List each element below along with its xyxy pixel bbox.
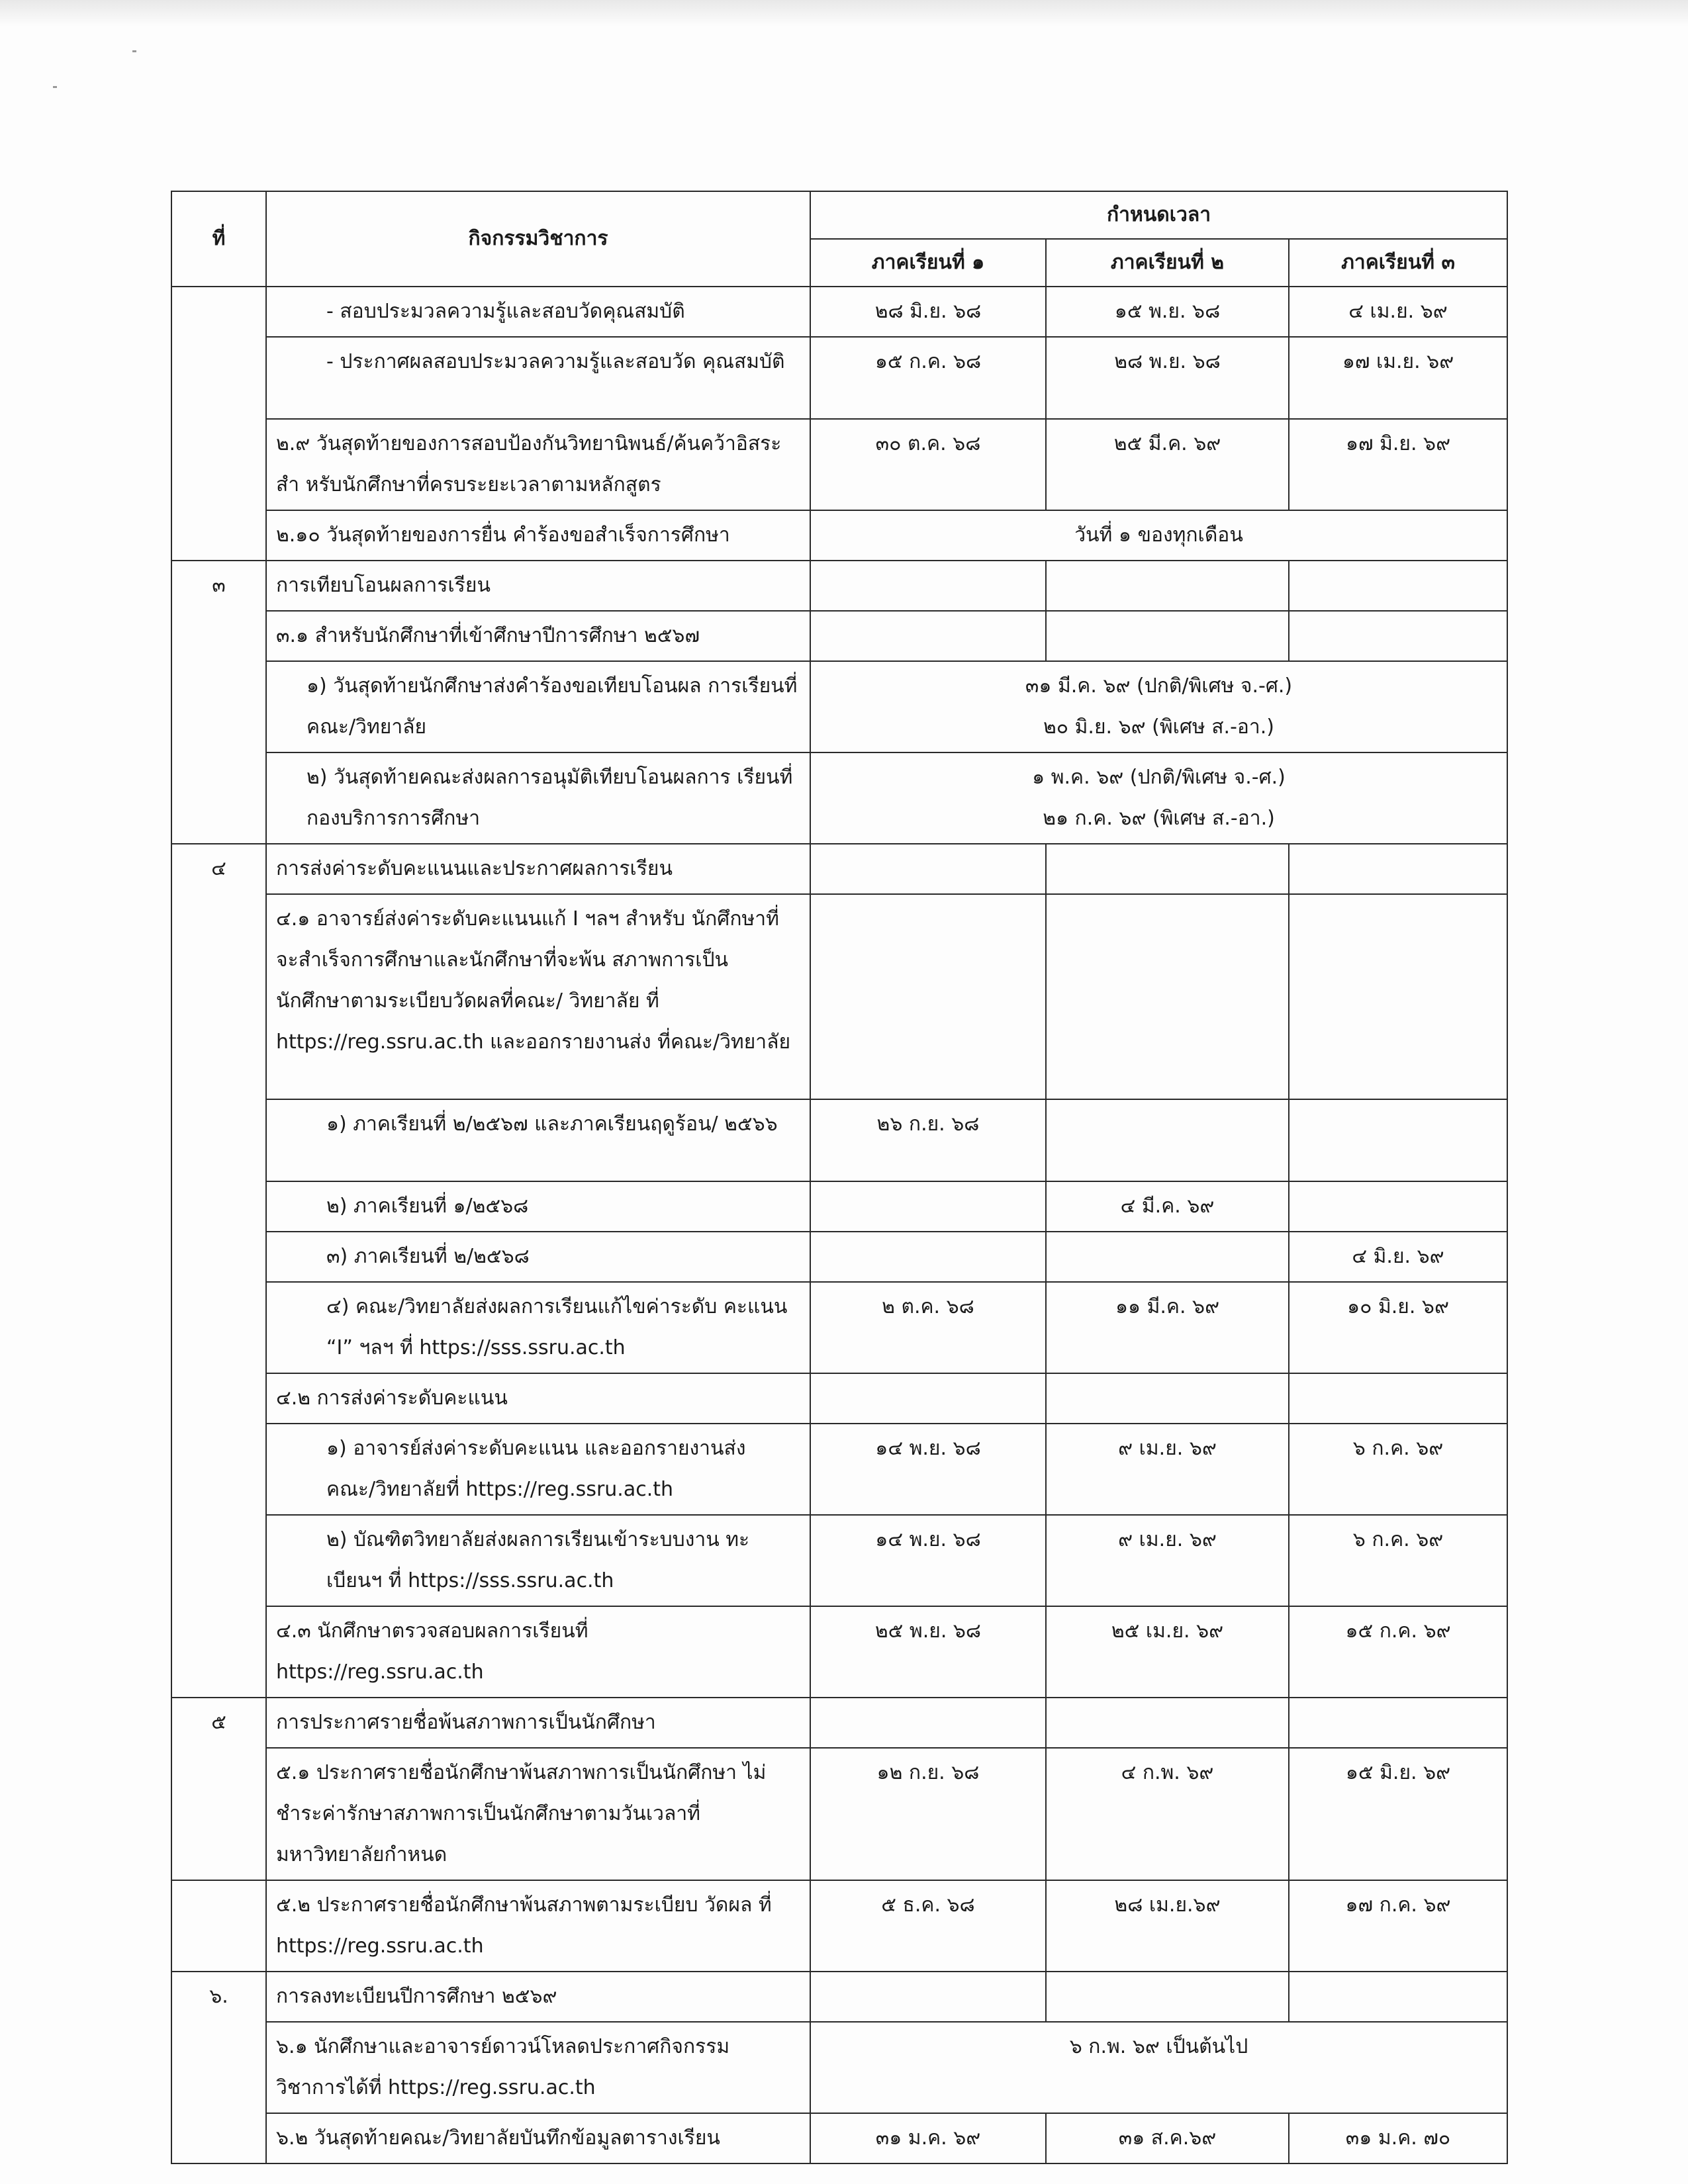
section-no: ๓ [171, 561, 266, 844]
table-row [171, 2022, 1507, 2113]
empty-cell [1289, 1972, 1507, 2022]
table-row [171, 1880, 1507, 1972]
term1-date: ๒๖ ก.ย. ๖๘ [810, 1099, 1046, 1181]
section-row [171, 844, 1507, 894]
section-title: การลงทะเบียนปีการศึกษา ๒๕๖๙ [266, 1972, 810, 2022]
activity-cell: - ประกาศผลสอบประมวลความรู้และสอบวัด คุณสมบัติ [266, 337, 810, 419]
empty-cell [1046, 894, 1289, 1099]
section-no: ๔ [171, 844, 266, 1698]
activity-cell: ๔) คณะ/วิทยาลัยส่งผลการเรียนแก้ไขค่าระดับ คะแนน “I” ฯลฯ ที่ https://sss.ssru.ac.th [266, 1282, 810, 1373]
term1-date: ๒๘ มิ.ย. ๖๘ [810, 287, 1046, 337]
empty-cell [1289, 561, 1507, 611]
table-row [171, 1282, 1507, 1373]
empty-cell [1289, 611, 1507, 661]
term3-date: ๑๗ มิ.ย. ๖๙ [1289, 419, 1507, 510]
empty-cell [810, 894, 1046, 1099]
term1-date: ๓๑ ม.ค. ๖๙ [810, 2113, 1046, 2163]
activity-cell: - สอบประมวลความรู้และสอบวัดคุณสมบัติ [266, 287, 810, 337]
merged-date-line: ๑ พ.ค. ๖๙ (ปกติ/พิเศษ จ.-ศ.) [1032, 766, 1286, 789]
empty-cell [1289, 894, 1507, 1099]
empty-cell [1289, 1698, 1507, 1748]
term2-date: ๑๕ พ.ย. ๖๘ [1046, 287, 1289, 337]
header-activity: กิจกรรมวิชาการ [266, 191, 810, 287]
section-title: การเทียบโอนผลการเรียน [266, 561, 810, 611]
activity-cell: ๑) อาจารย์ส่งค่าระดับคะแนน และออกรายงานส่ง คณะ/วิทยาลัยที่ https://reg.ssru.ac.th [266, 1424, 810, 1515]
section-no: ๖. [171, 1972, 266, 2163]
section-title: การส่งค่าระดับคะแนนและประกาศผลการเรียน [266, 844, 810, 894]
header-term1: ภาคเรียนที่ ๑ [810, 239, 1046, 287]
merged-date [810, 661, 1507, 752]
empty-cell [1289, 1373, 1507, 1424]
term3-date: ๑๕ มิ.ย. ๖๙ [1289, 1748, 1507, 1880]
activity-cell: ๑) ภาคเรียนที่ ๒/๒๕๖๗ และภาคเรียนฤดูร้อน/ ๒๕๖๖ [266, 1099, 810, 1181]
term2-date: ๓๑ ส.ค.๖๙ [1046, 2113, 1289, 2163]
section-row [171, 1698, 1507, 1748]
empty-cell [1046, 561, 1289, 611]
table-row [171, 419, 1507, 510]
activity-cell: ๔.๑ อาจารย์ส่งค่าระดับคะแนนแก้ I ฯลฯ สำหรับ นักศึกษาที่จะสำเร็จการศึกษาและนักศึกษาที่จะพ้น สภาพการเป็นนักศึกษาตามระเบียบวัดผลที่คณะ/ วิทยาลัย ที่ https://reg.ssru.ac.th และออกรายงานส่ง ที่คณะ/วิทยาลัย [266, 894, 810, 1099]
activity-cell: ๖.๒ วันสุดท้ายคณะ/วิทยาลัยบันทึกข้อมูลตารางเรียน [266, 2113, 810, 2163]
merged-date: ๖ ก.พ. ๖๙ เป็นต้นไป [810, 2022, 1507, 2113]
term1-date: ๒๕ พ.ย. ๖๘ [810, 1606, 1046, 1698]
empty-cell [1289, 844, 1507, 894]
term3-date: ๓๑ ม.ค. ๗๐ [1289, 2113, 1507, 2163]
header-row [171, 191, 1507, 239]
term1-date: ๓๐ ต.ค. ๖๘ [810, 419, 1046, 510]
section-no-cell [171, 1880, 266, 1972]
activity-cell: ๕.๒ ประกาศรายชื่อนักศึกษาพ้นสภาพตามระเบียบ วัดผล ที่ https://reg.ssru.ac.th [266, 1880, 810, 1972]
table-row [171, 2113, 1507, 2163]
term3-date: ๑๐ มิ.ย. ๖๙ [1289, 1282, 1507, 1373]
table-row [171, 287, 1507, 337]
term1-date: ๑๕ ก.ค. ๖๘ [810, 337, 1046, 419]
term2-date: ๔ ก.พ. ๖๙ [1046, 1748, 1289, 1880]
empty-cell [810, 1373, 1046, 1424]
empty-cell [810, 844, 1046, 894]
term3-date: ๑๕ ก.ค. ๖๙ [1289, 1606, 1507, 1698]
scan-top-shadow [0, 0, 1688, 26]
scan-speck [132, 50, 136, 52]
merged-date-line: ๓๑ มี.ค. ๖๙ (ปกติ/พิเศษ จ.-ศ.) [1025, 674, 1293, 698]
term1-date: ๑๔ พ.ย. ๖๘ [810, 1424, 1046, 1515]
section-no-cell [171, 287, 266, 561]
empty-cell [810, 561, 1046, 611]
activity-cell: ๒) วันสุดท้ายคณะส่งผลการอนุมัติเทียบโอนผลการ เรียนที่กองบริการการศึกษา [266, 752, 810, 844]
empty-cell [1046, 1373, 1289, 1424]
table-row [171, 661, 1507, 752]
term2-date: ๙ เม.ย. ๖๙ [1046, 1515, 1289, 1606]
term3-date: ๖ ก.ค. ๖๙ [1289, 1515, 1507, 1606]
empty-cell [1046, 611, 1289, 661]
table-row [171, 337, 1507, 419]
term2-date: ๒๘ เม.ย.๖๙ [1046, 1880, 1289, 1972]
merged-date-line: ๒๐ มิ.ย. ๖๙ (พิเศษ ส.-อา.) [1043, 715, 1275, 739]
empty-cell [1289, 1181, 1507, 1232]
term1-date: ๑๔ พ.ย. ๖๘ [810, 1515, 1046, 1606]
table-row [171, 611, 1507, 661]
table-row [171, 752, 1507, 844]
activity-cell: ๔.๒ การส่งค่าระดับคะแนน [266, 1373, 810, 1424]
academic-calendar-table [171, 191, 1508, 2164]
term2-date: ๙ เม.ย. ๖๙ [1046, 1424, 1289, 1515]
activity-cell: ๒) บัณฑิตวิทยาลัยส่งผลการเรียนเข้าระบบงาน ทะเบียนฯ ที่ https://sss.ssru.ac.th [266, 1515, 810, 1606]
table-row [171, 1424, 1507, 1515]
empty-cell [1046, 1698, 1289, 1748]
term1-date: ๕ ธ.ค. ๖๘ [810, 1880, 1046, 1972]
term2-date: ๑๑ มี.ค. ๖๙ [1046, 1282, 1289, 1373]
term3-date: ๔ เม.ย. ๖๙ [1289, 287, 1507, 337]
scan-speck [53, 86, 57, 88]
table-row [171, 1515, 1507, 1606]
activity-cell: ๔.๓ นักศึกษาตรวจสอบผลการเรียนที่ https://reg.ssru.ac.th [266, 1606, 810, 1698]
section-row [171, 561, 1507, 611]
activity-cell: ๖.๑ นักศึกษาและอาจารย์ดาวน์โหลดประกาศกิจกรรม วิชาการได้ที่ https://reg.ssru.ac.th [266, 2022, 810, 2113]
merged-date [810, 752, 1507, 844]
table-row [171, 1181, 1507, 1232]
activity-cell: ๒.๙ วันสุดท้ายของการสอบป้องกันวิทยานิพนธ์/ค้นคว้าอิสระสำ หรับนักศึกษาที่ครบระยะเวลาตามหลักสูตร [266, 419, 810, 510]
section-no: ๕ [171, 1698, 266, 1880]
term3-date: ๑๗ ก.ค. ๖๙ [1289, 1880, 1507, 1972]
table-row [171, 510, 1507, 561]
header-term3: ภาคเรียนที่ ๓ [1289, 239, 1507, 287]
table-row [171, 1606, 1507, 1698]
term1-date: ๒ ต.ค. ๖๘ [810, 1282, 1046, 1373]
section-title: การประกาศรายชื่อพ้นสภาพการเป็นนักศึกษา [266, 1698, 810, 1748]
activity-cell: ๓.๑ สำหรับนักศึกษาที่เข้าศึกษาปีการศึกษา ๒๕๖๗ [266, 611, 810, 661]
term3-date: ๑๗ เม.ย. ๖๙ [1289, 337, 1507, 419]
empty-cell [810, 1232, 1046, 1282]
empty-cell [1046, 1972, 1289, 2022]
empty-cell [1046, 1232, 1289, 1282]
header-term2: ภาคเรียนที่ ๒ [1046, 239, 1289, 287]
term3-date: ๖ ก.ค. ๖๙ [1289, 1424, 1507, 1515]
empty-cell [810, 611, 1046, 661]
merged-date: วันที่ ๑ ของทุกเดือน [810, 510, 1507, 561]
activity-cell: ๓) ภาคเรียนที่ ๒/๒๕๖๘ [266, 1232, 810, 1282]
empty-cell [810, 1181, 1046, 1232]
merged-date-line: ๒๑ ก.ค. ๖๙ (พิเศษ ส.-อา.) [1043, 807, 1275, 830]
table-row [171, 1373, 1507, 1424]
activity-cell: ๒) ภาคเรียนที่ ๑/๒๕๖๘ [266, 1181, 810, 1232]
activity-cell: ๑) วันสุดท้ายนักศึกษาส่งคำร้องขอเทียบโอนผล การเรียนที่คณะ/วิทยาลัย [266, 661, 810, 752]
activity-cell: ๒.๑๐ วันสุดท้ายของการยื่น คำร้องขอสำเร็จการศึกษา [266, 510, 810, 561]
empty-cell [810, 1698, 1046, 1748]
empty-cell [810, 1972, 1046, 2022]
term2-date: ๔ มี.ค. ๖๙ [1046, 1181, 1289, 1232]
activity-cell: ๕.๑ ประกาศรายชื่อนักศึกษาพ้นสภาพการเป็นนักศึกษา ไม่ชำระค่ารักษาสภาพการเป็นนักศึกษาตามวันเวลาที่ มหาวิทยาลัยกำหนด [266, 1748, 810, 1880]
table-row [171, 894, 1507, 1099]
section-row [171, 1972, 1507, 2022]
term2-date: ๒๕ เม.ย. ๖๙ [1046, 1606, 1289, 1698]
header-schedule: กำหนดเวลา [810, 191, 1507, 239]
empty-cell [1046, 844, 1289, 894]
table-row [171, 1232, 1507, 1282]
term2-date: ๒๕ มี.ค. ๖๙ [1046, 419, 1289, 510]
term3-date: ๔ มิ.ย. ๖๙ [1289, 1232, 1507, 1282]
term1-date: ๑๒ ก.ย. ๖๘ [810, 1748, 1046, 1880]
empty-cell [1289, 1099, 1507, 1181]
term2-date: ๒๘ พ.ย. ๖๘ [1046, 337, 1289, 419]
header-no: ที่ [171, 191, 266, 287]
table-row [171, 1099, 1507, 1181]
table-row [171, 1748, 1507, 1880]
empty-cell [1046, 1099, 1289, 1181]
